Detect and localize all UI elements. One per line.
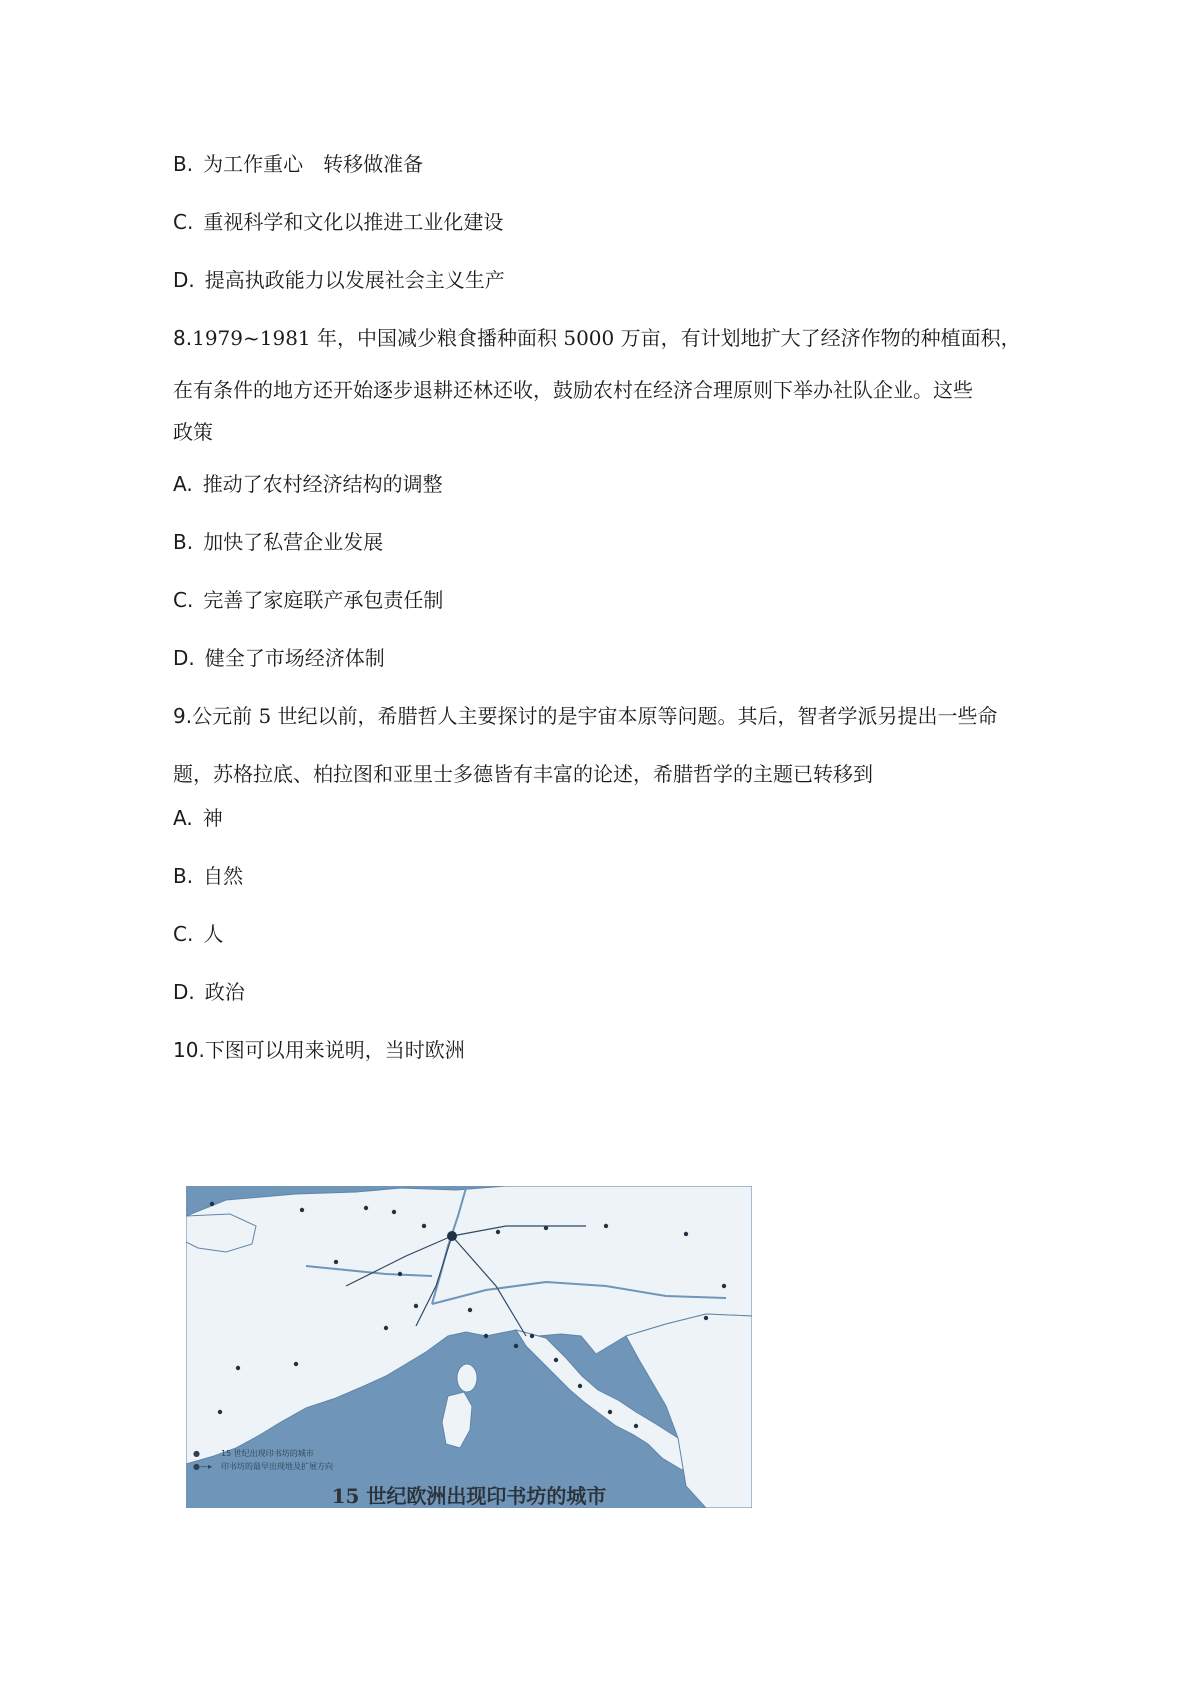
map-caption: 15 世纪欧洲出现印书坊的城市: [331, 1484, 607, 1508]
legend-dot-icon: ●: [193, 1449, 200, 1458]
q8-option-a[interactable]: A. 推动了农村经济结构的调整: [173, 472, 443, 496]
q9-option-b[interactable]: B. 自然: [173, 864, 244, 888]
land-corsica: [457, 1364, 477, 1392]
q7-option-c[interactable]: C. 重视科学和文化以推进工业化建设: [173, 210, 504, 234]
q9-stem-line-1: 9.公元前 5 世纪以前，希腊哲人主要探讨的是宇宙本原等问题。其后，智者学派另提出一些命: [173, 704, 998, 728]
q8-stem-line-3: 政策: [173, 420, 213, 444]
origin-city-marker: [447, 1231, 457, 1241]
q8-stem-line-1: 8.1979~1981 年，中国减少粮食播种面积 5000 万亩，有计划地扩大了经济作物的种植面积，: [173, 326, 1021, 350]
q9-option-a[interactable]: A. 神: [173, 806, 223, 830]
q8-option-d[interactable]: D. 健全了市场经济体制: [173, 646, 385, 670]
legend-arrow-icon: ●—▸: [193, 1462, 212, 1471]
q9-stem-line-2: 题，苏格拉底、柏拉图和亚里士多德皆有丰富的论述，希腊哲学的主题已转移到: [173, 762, 873, 786]
legend-row-spread: ●—▸ 印书坊的最早出现地及扩展方向: [193, 1462, 333, 1471]
legend-row-city: ● 15 世纪出现印书坊的城市: [193, 1449, 314, 1458]
q7-option-d[interactable]: D. 提高执政能力以发展社会主义生产: [173, 268, 505, 292]
q7-option-b[interactable]: B. 为工作重心 转移做准备: [173, 152, 424, 176]
q8-option-c[interactable]: C. 完善了家庭联产承包责任制: [173, 588, 444, 612]
q9-option-c[interactable]: C. 人: [173, 922, 224, 946]
q9-option-d[interactable]: D. 政治: [173, 980, 245, 1004]
q8-option-b[interactable]: B. 加快了私营企业发展: [173, 530, 384, 554]
q10-stem: 10.下图可以用来说明，当时欧洲: [173, 1038, 465, 1062]
q8-stem-line-2: 在有条件的地方还开始逐步退耕还林还收，鼓励农村在经济合理原则下举办社队企业。这些: [173, 378, 973, 402]
